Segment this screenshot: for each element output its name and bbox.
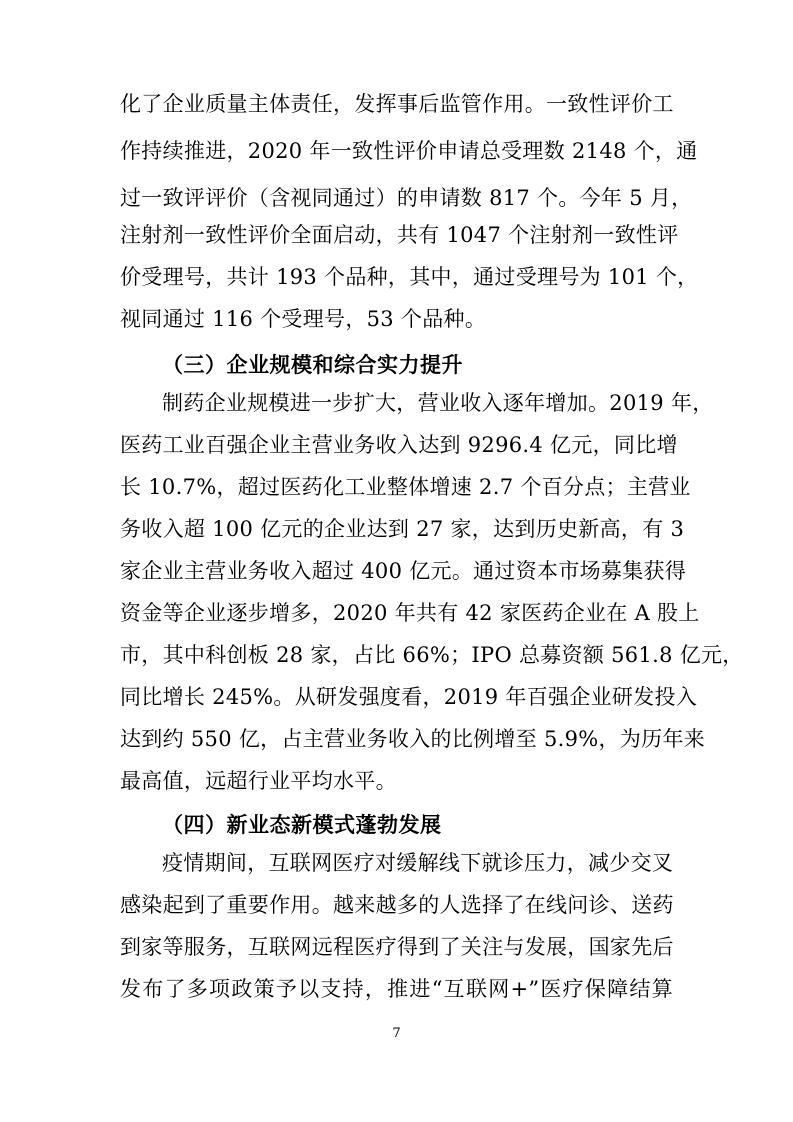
text-line: 制药企业规模进一步扩大，营业收入逐年增加。2019 年，	[162, 391, 714, 415]
text-line: 作持续推进，2020 年一致性评价申请总受理数 2148 个，通	[120, 139, 698, 163]
text-line: 医药工业百强企业主营业务收入达到 9296.4 亿元，同比增	[120, 433, 678, 457]
text-line: 务收入超 100 亿元的企业达到 27 家，达到历史新高，有 3	[120, 517, 685, 541]
text-line: 视同通过 116 个受理号，53 个品种。	[120, 307, 487, 331]
text-line: 化了企业质量主体责任，发挥事后监管作用。一致性评价工	[120, 92, 674, 116]
text-line: 注射剂一致性评价全面启动，共有 1047 个注射剂一致性评	[120, 223, 679, 247]
text-line: 过一致评评价（含视同通过）的申请数 817 个。今年 5 月，	[120, 186, 693, 210]
page-number: 7	[392, 1026, 401, 1041]
text-line: 感染起到了重要作用。越来越多的人选择了在线问诊、送药	[120, 893, 674, 917]
text-line: 最高值，远超行业平均水平。	[120, 769, 397, 793]
text-line: 到家等服务，互联网远程医疗得到了关注与发展，国家先后	[120, 935, 674, 959]
text-line: 价受理号，共计 193 个品种，其中，通过受理号为 101 个，	[120, 265, 699, 289]
text-line: 家企业主营业务收入超过 400 亿元。通过资本市场募集获得	[120, 559, 687, 583]
text-line: 市，其中科创板 28 家，占比 66%；IPO 总募资额 561.8 亿元，	[120, 643, 744, 667]
text-line: 资金等企业逐步增多，2020 年共有 42 家医药企业在 A 股上	[120, 601, 700, 625]
section-heading-3: （三）企业规模和综合实力提升	[162, 352, 463, 377]
text-line: 达到约 550 亿，占主营业务收入的比例增至 5.9%，为历年来	[120, 727, 706, 751]
text-line: 发布了多项政策予以支持，推进“互联网+”医疗保障结算	[120, 977, 673, 1001]
text-line: 疫情期间，互联网医疗对缓解线下就诊压力，减少交叉	[162, 851, 674, 875]
text-line: 同比增长 245%。从研发强度看，2019 年百强企业研发投入	[120, 685, 698, 709]
section-heading-4: （四）新业态新模式蓬勃发展	[162, 812, 442, 837]
text-line: 长 10.7%，超过医药化工业整体增速 2.7 个百分点；主营业	[120, 475, 691, 499]
